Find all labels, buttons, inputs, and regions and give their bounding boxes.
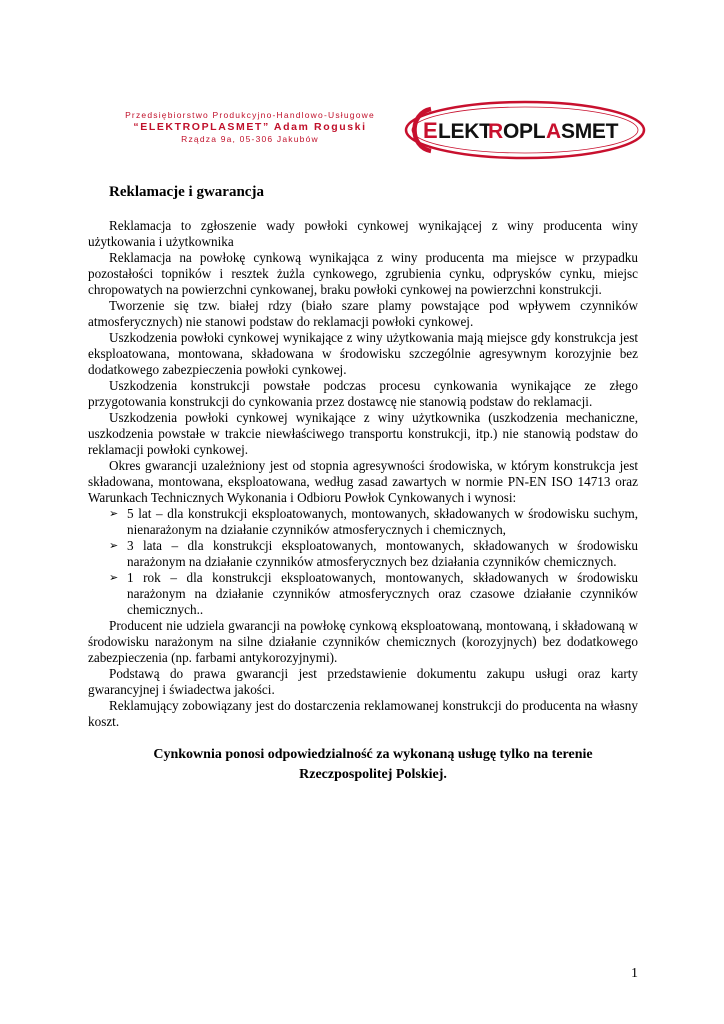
list-item-text: 1 rok – dla konstrukcji eksploatowanych, montowanych, składowanych w środowisku narażonym na działanie czynników atmosferycznych oraz czasowe działanie czynników chemicznych..	[127, 570, 638, 617]
page-title: Reklamacje i gwarancja	[109, 184, 264, 200]
svg-text:E: E	[423, 118, 438, 143]
company-type: Przedsiębiorstwo Produkcyjno-Handlowo-Usługowe	[125, 110, 375, 120]
svg-text:R: R	[488, 120, 503, 143]
svg-text:OPL: OPL	[503, 120, 546, 143]
paragraph: Okres gwarancji uzależniony jest od stopnia agresywności środowiska, w którym konstrukcja jest składowana, montowana, eksploatowana, według zasad zawartych w normie PN-EN ISO 14713 oraz Warunkach Technicznych Wykonania i Odbioru Powłok Cynkowanych i wynosi:	[88, 458, 638, 505]
company-info	[100, 110, 400, 145]
paragraph: Podstawą do prawa gwarancji jest przedstawienie dokumentu zakupu usługi oraz karty gwarancyjnej i świadectwa jakości.	[88, 666, 638, 697]
svg-text:SMET: SMET	[561, 120, 619, 143]
paragraph: Reklamacja na powłokę cynkową wynikająca z winy producenta ma miejsce w przypadku pozostałości topników i resztek żużla cynkowego, zgrubienia cynku, odprysków cynku, miejsc chropowatych na powierzchni cynkowanej, braku powłoki cynkowej na powierzchni konstrukcji.	[88, 250, 638, 297]
paragraph: Uszkodzenia powłoki cynkowej wynikające z winy użytkowania mają miejsce gdy konstrukcja jest eksploatowana, montowana, składowana w środowisku szczególnie agresywnym korozyjnie bez dodatkowego zabezpieczenia powłoki cynkowej.	[88, 330, 638, 377]
page-number: 1	[631, 966, 638, 981]
document-body	[88, 218, 638, 730]
paragraph: Reklamujący zobowiązany jest do dostarczenia reklamowanej konstrukcji do producenta na własny koszt.	[88, 698, 638, 729]
paragraph: Producent nie udziela gwarancji na powłokę cynkową eksploatowaną, montowaną, i składowaną w środowisku narażonym na silne działanie czynników chemicznych (korozyjnych) bez dodatkowego zabezpieczenia (np. farbami antykorozyjnymi).	[88, 618, 638, 665]
list-item	[88, 538, 638, 570]
elektroplasmet-logo	[403, 99, 647, 161]
arrow-bullet-icon: ➢	[109, 571, 119, 584]
closing-statement	[88, 745, 658, 785]
list-item	[88, 570, 638, 618]
paragraph: Reklamacja to zgłoszenie wady powłoki cynkowej wynikającej z winy producenta winy użytkowania i użytkownika	[88, 218, 638, 249]
company-name: “ELEKTROPLASMET” Adam Roguski	[133, 121, 367, 133]
paragraph: Uszkodzenia powłoki cynkowej wynikające z winy użytkownika (uszkodzenia mechaniczne, uszkodzenia powstałe w trakcie niewłaściwego transportu konstrukcji, itp.) nie stanowią podstaw do reklamacji powłoki cynkowej.	[88, 410, 638, 457]
warranty-periods-list	[88, 506, 638, 618]
list-item-text: 3 lata – dla konstrukcji eksploatowanych, montowanych, składowanych w środowisku narażonym na działanie czynników atmosferycznych bez działania czynników chemicznych.	[127, 538, 638, 569]
closing-line-1: Cynkownia ponosi odpowiedzialność za wykonaną usługę tylko na terenie	[153, 747, 593, 762]
company-address: Rządza 9a, 05-306 Jakubów	[181, 134, 319, 144]
svg-text:LEKT: LEKT	[438, 120, 492, 143]
closing-line-2: Rzeczpospolitej Polskiej.	[299, 767, 447, 782]
paragraph: Tworzenie się tzw. białej rdzy (biało szare plamy powstające pod wpływem czynników atmosferycznych) nie stanowi podstaw do reklamacji powłoki cynkowej.	[88, 298, 638, 329]
svg-text:A: A	[546, 120, 561, 143]
arrow-bullet-icon: ➢	[109, 507, 119, 520]
paragraph: Uszkodzenia konstrukcji powstałe podczas procesu cynkowania wynikające ze złego przygotowania konstrukcji do cynkowania przez dostawcę nie stanowią podstaw do reklamacji.	[88, 378, 638, 409]
list-item-text: 5 lat – dla konstrukcji eksploatowanych, montowanych, składowanych w środowisku suchym, nienarażonym na działanie czynników atmosferycznych i chemicznych,	[127, 506, 638, 537]
arrow-bullet-icon: ➢	[109, 539, 119, 552]
list-item	[88, 506, 638, 538]
